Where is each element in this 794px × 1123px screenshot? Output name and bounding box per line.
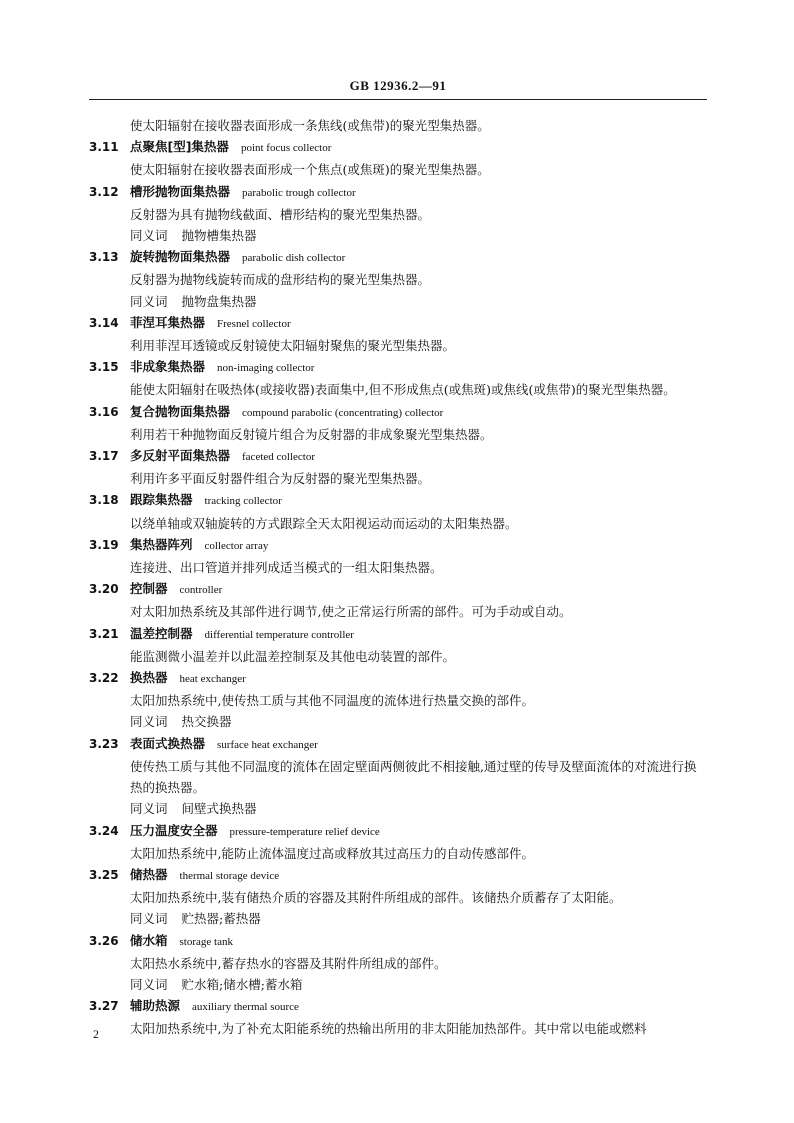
- term-chinese: 控制器: [130, 581, 168, 597]
- term-chinese: 温差控制器: [130, 625, 193, 641]
- term-synonym: [89, 291, 707, 312]
- term-definition: 利用菲涅耳透镜或反射镜使太阳辐射聚焦的聚光型集热器。: [130, 338, 456, 354]
- term-english: compound parabolic (concentrating) collector: [242, 406, 444, 419]
- term-number: 3.27: [89, 999, 119, 1014]
- term-entry: [89, 401, 707, 445]
- term-definition: 太阳加热系统中,能防止流体温度过高或释放其过高压力的自动传感部件。: [130, 845, 534, 861]
- term-definition: 连接进、出口管道并排列成适当模式的一组太阳集热器。: [130, 560, 443, 576]
- term-number: 3.26: [89, 933, 119, 948]
- term-english: non-imaging collector: [217, 362, 315, 375]
- term-definition: 利用若干种抛物面反射镜片组合为反射器的非成象聚光型集热器。: [130, 426, 493, 442]
- term-entry: [89, 623, 707, 667]
- term-definition: 反射器为具有抛物线截面、槽形结构的聚光型集热器。: [130, 206, 431, 222]
- term-entry: [89, 995, 707, 1039]
- term-chinese: 旋转抛物面集热器: [130, 249, 231, 265]
- term-number: 3.18: [89, 493, 119, 508]
- term-heading: [89, 312, 707, 335]
- synonym-value: 贮水箱;储水槽;蓄水箱: [181, 976, 303, 992]
- document-body: [89, 115, 707, 1040]
- term-heading: [89, 578, 707, 601]
- term-definition: 使太阳辐射在接收器表面形成一个焦点(或焦斑)的聚光型集热器。: [130, 162, 490, 178]
- term-english: surface heat exchanger: [217, 738, 318, 751]
- term-entry: [89, 534, 707, 578]
- term-number: 3.16: [89, 404, 119, 419]
- term-chinese: 跟踪集热器: [130, 492, 193, 508]
- term-chinese: 压力温度安全器: [130, 822, 218, 838]
- term-entry: [89, 820, 707, 864]
- term-heading: [89, 246, 707, 269]
- synonym-label: 同义词: [130, 801, 168, 817]
- term-number: 3.23: [89, 736, 119, 751]
- synonym-value: 热交换器: [181, 714, 232, 730]
- term-chinese: 辅助热源: [130, 998, 181, 1014]
- term-chinese: 储热器: [130, 866, 168, 882]
- term-number: 3.11: [89, 140, 119, 155]
- page-header: GB 12936.2—91: [349, 78, 447, 93]
- continued-definition: 使太阳辐射在接收器表面形成一条焦线(或焦带)的聚光型集热器。: [130, 118, 490, 133]
- synonym-label: 同义词: [130, 976, 168, 992]
- term-entry: [89, 864, 707, 930]
- term-entry: [89, 356, 707, 400]
- term-number: 3.21: [89, 626, 119, 641]
- term-number: 3.12: [89, 184, 119, 199]
- term-number: 3.15: [89, 360, 119, 375]
- term-chinese: 多反射平面集热器: [130, 448, 231, 464]
- term-heading: [89, 489, 707, 512]
- term-heading: [89, 667, 707, 690]
- term-synonym: [89, 711, 707, 732]
- synonym-label: 同义词: [130, 293, 168, 309]
- term-english: differential temperature controller: [204, 628, 354, 641]
- term-heading: [89, 534, 707, 557]
- term-english: thermal storage device: [179, 869, 280, 882]
- term-heading: [89, 356, 707, 379]
- synonym-value: 抛物盘集热器: [181, 293, 257, 309]
- term-heading: [89, 181, 707, 204]
- term-heading: [89, 820, 707, 843]
- synonym-label: 同义词: [130, 228, 168, 244]
- term-heading: [89, 401, 707, 424]
- term-chinese: 点聚焦[型]集热器: [130, 139, 229, 155]
- term-definition: 使传热工质与其他不同温度的流体在固定壁面两侧彼此不相接触,通过壁的传导及壁面流体的对流进行换热的换热器。: [130, 758, 697, 796]
- term-english: point focus collector: [240, 142, 332, 155]
- term-chinese: 非成象集热器: [130, 359, 206, 375]
- term-synonym: [89, 225, 707, 246]
- term-english: parabolic dish collector: [242, 252, 346, 265]
- term-english: storage tank: [179, 935, 233, 948]
- term-chinese: 集热器阵列: [130, 536, 193, 552]
- term-entry: [89, 246, 707, 312]
- term-chinese: 储水箱: [130, 932, 168, 948]
- term-synonym: [89, 974, 707, 995]
- synonym-value: 抛物槽集热器: [181, 228, 257, 244]
- term-heading: [89, 733, 707, 756]
- synonym-label: 同义词: [130, 911, 168, 927]
- synonym-label: 同义词: [130, 714, 168, 730]
- term-heading: [89, 995, 707, 1018]
- term-number: 3.14: [89, 315, 119, 330]
- term-english: controller: [179, 584, 223, 597]
- term-entry: [89, 445, 707, 489]
- term-definition: 太阳加热系统中,使传热工质与其他不同温度的流体进行热量交换的部件。: [130, 693, 534, 709]
- term-definition: 能使太阳辐射在吸热体(或接收器)表面集中,但不形成焦点(或焦斑)或焦线(或焦带)的聚光型集热器。: [130, 382, 676, 398]
- term-number: 3.17: [89, 449, 119, 464]
- term-definition: 以绕单轴或双轴旋转的方式跟踪全天太阳视运动而运动的太阳集热器。: [130, 515, 518, 531]
- term-number: 3.24: [89, 823, 119, 838]
- term-chinese: 复合抛物面集热器: [130, 403, 231, 419]
- term-chinese: 槽形抛物面集热器: [130, 183, 231, 199]
- term-definition: 利用许多平面反射器件组合为反射器的聚光型集热器。: [130, 471, 431, 487]
- term-entry: [89, 489, 707, 533]
- term-synonym: [89, 908, 707, 929]
- term-number: 3.13: [89, 250, 119, 265]
- term-heading: [89, 623, 707, 646]
- header-rule: [89, 99, 707, 100]
- term-number: 3.22: [89, 671, 119, 686]
- term-entry: [89, 136, 707, 180]
- page-number: 2: [93, 1027, 99, 1041]
- term-number: 3.19: [89, 537, 119, 552]
- term-entry: [89, 312, 707, 356]
- term-english: collector array: [204, 539, 269, 552]
- term-english: heat exchanger: [179, 673, 246, 686]
- term-english: parabolic trough collector: [242, 186, 356, 199]
- term-heading: [89, 136, 707, 159]
- term-english: Fresnel collector: [217, 317, 291, 330]
- term-definition: 能监测微小温差并以此温差控制泵及其他电动装置的部件。: [130, 648, 456, 664]
- term-entry: [89, 930, 707, 996]
- term-english: auxiliary thermal source: [192, 1001, 299, 1014]
- term-definition: 对太阳加热系统及其部件进行调节,使之正常运行所需的部件。可为手动或自动。: [130, 604, 572, 620]
- synonym-value: 间壁式换热器: [181, 801, 257, 817]
- term-chinese: 表面式换热器: [130, 735, 206, 751]
- term-entry: [89, 181, 707, 247]
- term-definition: 太阳热水系统中,蓄存热水的容器及其附件所组成的部件。: [130, 955, 447, 971]
- term-definition: 反射器为抛物线旋转而成的盘形结构的聚光型集热器。: [130, 272, 431, 288]
- term-chinese: 换热器: [130, 670, 168, 686]
- term-english: tracking collector: [204, 495, 282, 508]
- synonym-value: 贮热器;蓄热器: [181, 911, 261, 927]
- term-english: pressure-temperature relief device: [229, 825, 380, 838]
- term-entry: [89, 578, 707, 622]
- term-definition: 太阳加热系统中,为了补充太阳能系统的热输出所用的非太阳能加热部件。其中常以电能或燃料: [130, 1021, 647, 1037]
- term-synonym: [89, 798, 707, 819]
- term-english: faceted collector: [242, 451, 315, 464]
- term-heading: [89, 445, 707, 468]
- term-entry: [89, 733, 707, 820]
- term-heading: [89, 864, 707, 887]
- term-entry: [89, 667, 707, 733]
- term-number: 3.25: [89, 867, 119, 882]
- term-number: 3.20: [89, 582, 119, 597]
- term-chinese: 菲涅耳集热器: [130, 314, 206, 330]
- term-heading: [89, 930, 707, 953]
- term-definition: 太阳加热系统中,装有储热介质的容器及其附件所组成的部件。该储热介质蓄存了太阳能。: [130, 890, 622, 906]
